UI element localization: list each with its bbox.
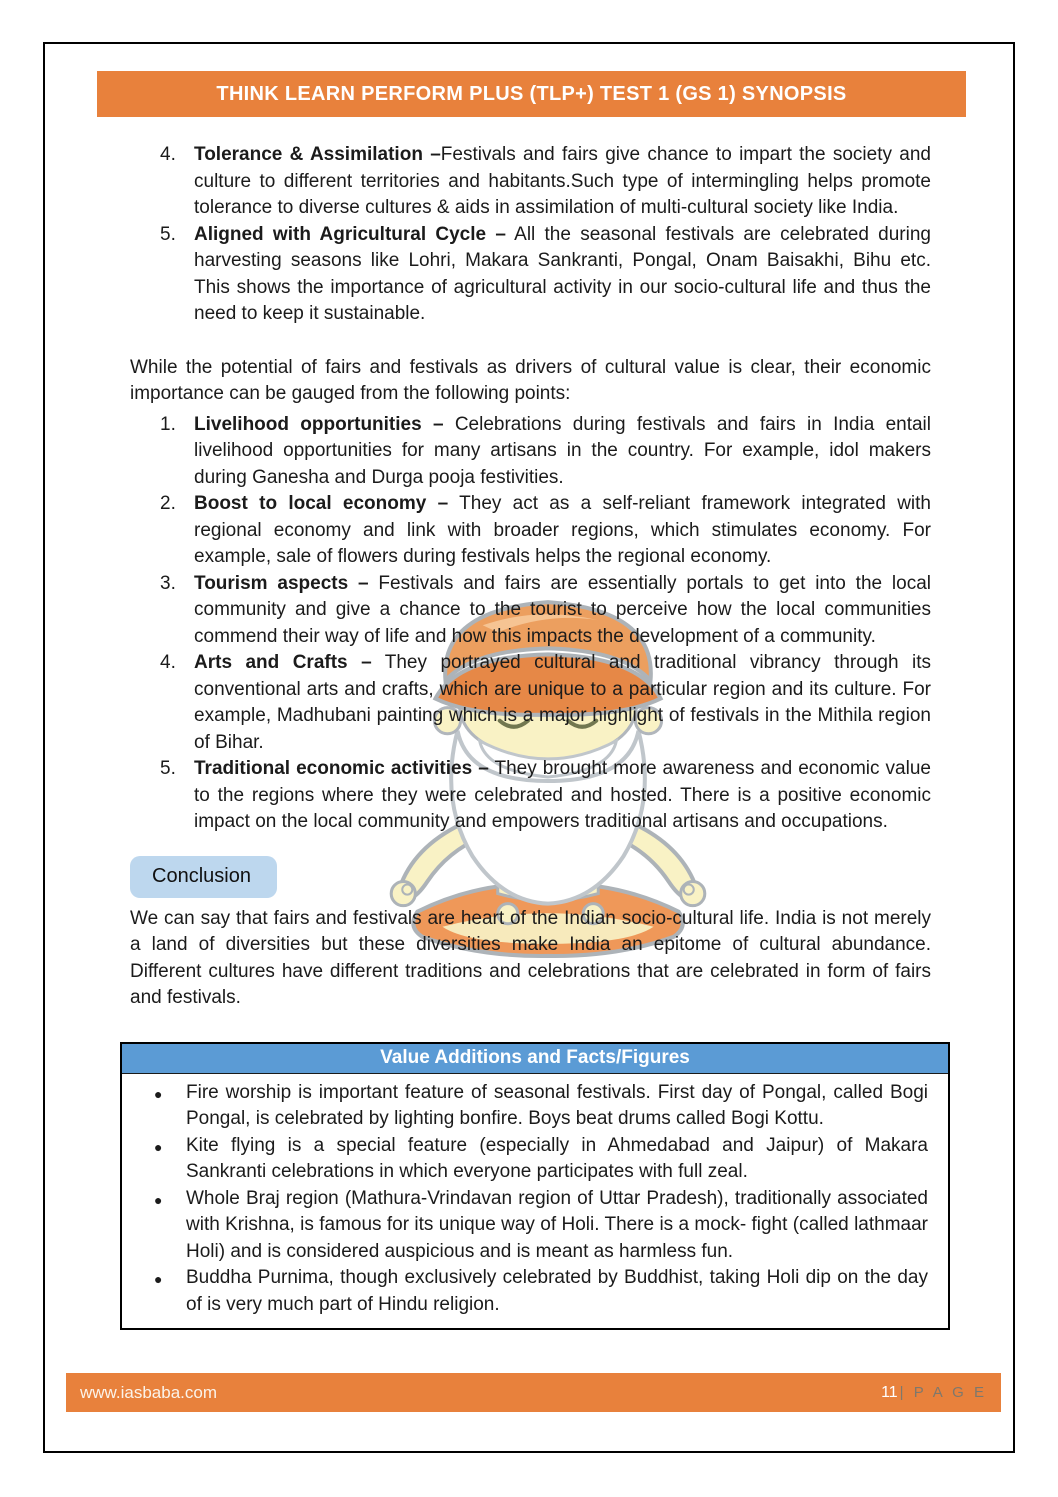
list-number: 4. <box>160 144 176 165</box>
numbered-list-a <box>130 142 931 328</box>
conclusion-paragraph: We can say that fairs and festivals are heart of the Indian socio-cultural life. India is not merely a land of diversities but these diversities make India an epitome of cultural abundance. Different cultures have different traditions and celebrations that are celebrated in form of fairs and festivals. <box>130 907 931 1008</box>
value-bullet-list <box>122 1074 948 1329</box>
list-number: 5. <box>160 758 176 779</box>
list-item-text: Livelihood opportunities – Celebrations during festivals and fairs in India entail livelihood opportunities for many artisans in the country. For example, idol makers during Ganesha and Durga pooja festivities. <box>194 413 932 488</box>
list-number: 4. <box>160 652 176 673</box>
list-number: 1. <box>160 413 176 435</box>
page-number-indicator <box>881 1384 987 1402</box>
bullet-list-item <box>122 1080 948 1133</box>
list-item-text: Buddha Purnima, though exclusively celebrated by Buddhist, taking Holi dip on the day of is very much part of Hindu religion. <box>186 1267 928 1315</box>
document-body <box>130 142 931 1330</box>
intro-paragraph: While the potential of fairs and festivals as drivers of cultural value is clear, their economic importance can be gauged from the following points: <box>130 356 931 404</box>
document-title-banner <box>97 71 966 117</box>
list-number: 2. <box>160 493 176 514</box>
bullet-icon: ● <box>154 1085 163 1102</box>
document-page <box>43 42 1015 1453</box>
list-number: 3. <box>160 572 176 594</box>
list-item-text: Arts and Crafts – They portrayed cultural and traditional vibrancy through its conventional arts and crafts, which are unique to a particular region and its culture. For example, Madhubani painting which is a major highlight of festivals in the Mithila region of Bihar. <box>194 652 931 753</box>
footer-url-link[interactable]: www.iasbaba.com <box>80 1382 218 1402</box>
value-additions-box <box>120 1042 950 1331</box>
numbered-list-item <box>130 142 931 222</box>
numbered-list-item <box>130 571 931 651</box>
bullet-list-item <box>122 1133 948 1186</box>
list-number: 5. <box>160 223 176 245</box>
numbered-list-item <box>130 222 931 328</box>
bullet-icon: ● <box>154 1271 163 1287</box>
list-item-text: Kite flying is a special feature (especially in Ahmedabad and Jaipur) of Makara Sankranti celebrations in which everyone participates with full zeal. <box>186 1134 928 1182</box>
numbered-list-item <box>130 650 931 756</box>
bullet-list-item <box>122 1265 948 1318</box>
page-title: THINK LEARN PERFORM PLUS (TLP+) TEST 1 (GS 1) SYNOPSIS <box>216 82 847 105</box>
numbered-list-item <box>130 756 931 836</box>
list-item-text: Aligned with Agricultural Cycle – All the seasonal festivals are celebrated during harvesting seasons like Lohri, Makara Sankranti, Pongal, Onam Baisakhi, Bihu etc. This shows the importance of agricultural activity in our socio-cultural life and thus the need to keep it sustainable. <box>194 223 931 324</box>
conclusion-badge: Conclusion <box>130 856 277 898</box>
numbered-list-item <box>130 412 931 492</box>
numbered-list-item <box>130 491 931 571</box>
bullet-icon: ● <box>154 1191 163 1208</box>
numbered-list-b <box>130 412 931 836</box>
list-item-text: Whole Braj region (Mathura-Vrindavan region of Uttar Pradesh), traditionally associated with Krishna, is famous for its unique way of Holi. There is a mock- fight (called lathmaar Holi) and is considered auspicious and is meant as harmless fun. <box>186 1187 928 1262</box>
page-number: 11 <box>881 1383 898 1401</box>
list-item-text: Boost to local economy – They act as a self-reliant framework integrated with regional economy and link with broader regions, which stimulates economy. For example, sale of flowers during festivals helps the regional economy. <box>194 493 932 567</box>
list-item-text: Traditional economic activities – They brought more awareness and economic value to the regions where they were celebrated and hosted. There is a positive economic impact on the local community and empowers traditional artisans and occupations. <box>194 758 931 832</box>
list-item-text: Fire worship is important feature of seasonal festivals. First day of Pongal, called Bogi Pongal, is celebrated by lighting bonfire. Boys beat drums called Bogi Kottu. <box>186 1081 928 1129</box>
list-item-text: Tourism aspects – Festivals and fairs are essentially portals to get into the local community and give a chance to the tourist to perceive how the local communities commend their way of life and how this impacts the development of a community. <box>194 572 932 647</box>
list-item-text: Tolerance & Assimilation –Festivals and fairs give chance to impart the society and culture to different territories and habitants.Such type of intermingling helps promote tolerance to diverse cultures & aids in assimilation of multi-cultural society like India. <box>194 144 931 218</box>
footer-bar <box>66 1373 1001 1412</box>
bullet-list-item <box>122 1186 948 1266</box>
bullet-icon: ● <box>154 1138 163 1155</box>
value-box-title: Value Additions and Facts/Figures <box>122 1044 948 1074</box>
page-label: | P A G E <box>899 1383 987 1401</box>
